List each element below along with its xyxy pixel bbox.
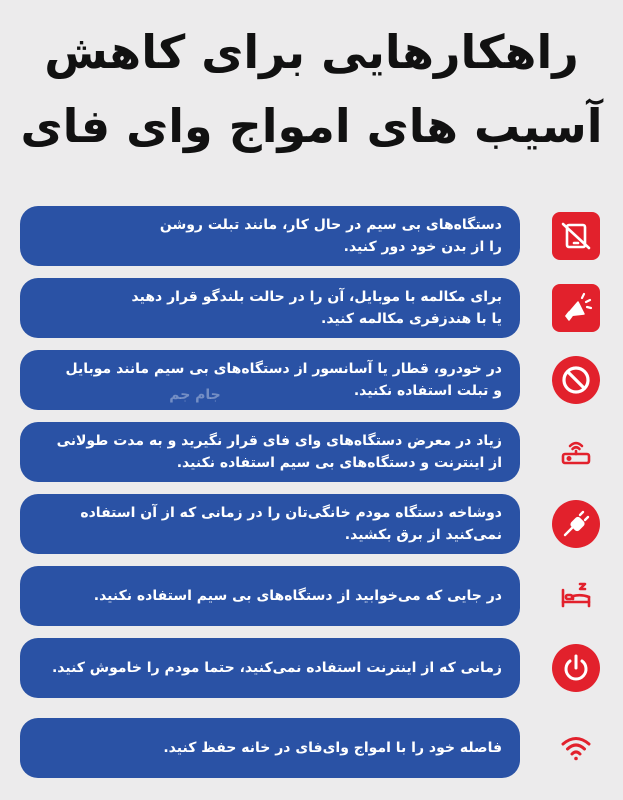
power-icon — [552, 644, 600, 692]
tip-text: در جایی که می‌خوابید از دستگاه‌های بی سیم استفاده نکنید. — [93, 588, 502, 604]
tip-card — [20, 566, 520, 626]
tip-card — [20, 278, 520, 338]
tip-item — [20, 494, 604, 554]
tip-text: و تبلت استفاده نکنید. — [353, 383, 502, 399]
tip-item — [20, 718, 604, 778]
tip-text: در خودرو، قطار یا آسانسور از دستگاه‌های بی سیم مانند موبایل — [65, 361, 502, 377]
unplug-icon — [552, 500, 600, 548]
bed-icon — [552, 572, 600, 620]
tip-text: نمی‌کنید از برق بکشید. — [344, 527, 502, 543]
router-icon — [552, 428, 600, 476]
title-line-2: آسیب های امواج وای فای — [20, 99, 603, 153]
tip-text: زمانی که از اینترنت استفاده نمی‌کنید، حتما مودم را خاموش کنید. — [51, 660, 502, 676]
tip-item — [20, 566, 604, 626]
tablet-crossed-icon — [552, 212, 600, 260]
tip-text: فاصله خود را با امواج وای‌فای در خانه حفظ کنید. — [163, 740, 502, 756]
tip-text: از اینترنت و دستگاه‌های بی سیم استفاده نکنید. — [176, 455, 502, 471]
tip-text: برای مکالمه با موبایل، آن را در حالت بلندگو قرار دهید — [131, 289, 502, 305]
tip-card — [20, 422, 520, 482]
tip-item — [20, 278, 604, 338]
tip-card — [20, 494, 520, 554]
tip-card — [20, 718, 520, 778]
tip-item — [20, 422, 604, 482]
tip-item — [20, 206, 604, 266]
title-line-1: راهکارهایی برای کاهش — [44, 25, 579, 79]
tip-text: دستگاه‌های بی سیم در حال کار، مانند تبلت روشن — [159, 217, 502, 233]
tip-item — [20, 638, 604, 698]
megaphone-icon — [552, 284, 600, 332]
no-sign-icon — [552, 356, 600, 404]
tip-item — [20, 350, 604, 410]
tip-text: یا با هندزفری مکالمه کنید. — [321, 311, 502, 327]
wifi-icon — [552, 724, 600, 772]
watermark-logo: جام جم — [169, 387, 221, 403]
tip-card — [20, 350, 520, 410]
tip-text: را از بدن خود دور کنید. — [343, 239, 502, 255]
tip-card — [20, 206, 520, 266]
tip-text: دوشاخه دستگاه مودم خانگی‌تان را در زمانی که از آن استفاده — [80, 505, 502, 521]
tip-card — [20, 638, 520, 698]
tip-text: زیاد در معرض دستگاه‌های وای فای قرار نگیرید و به مدت طولانی — [56, 433, 502, 449]
